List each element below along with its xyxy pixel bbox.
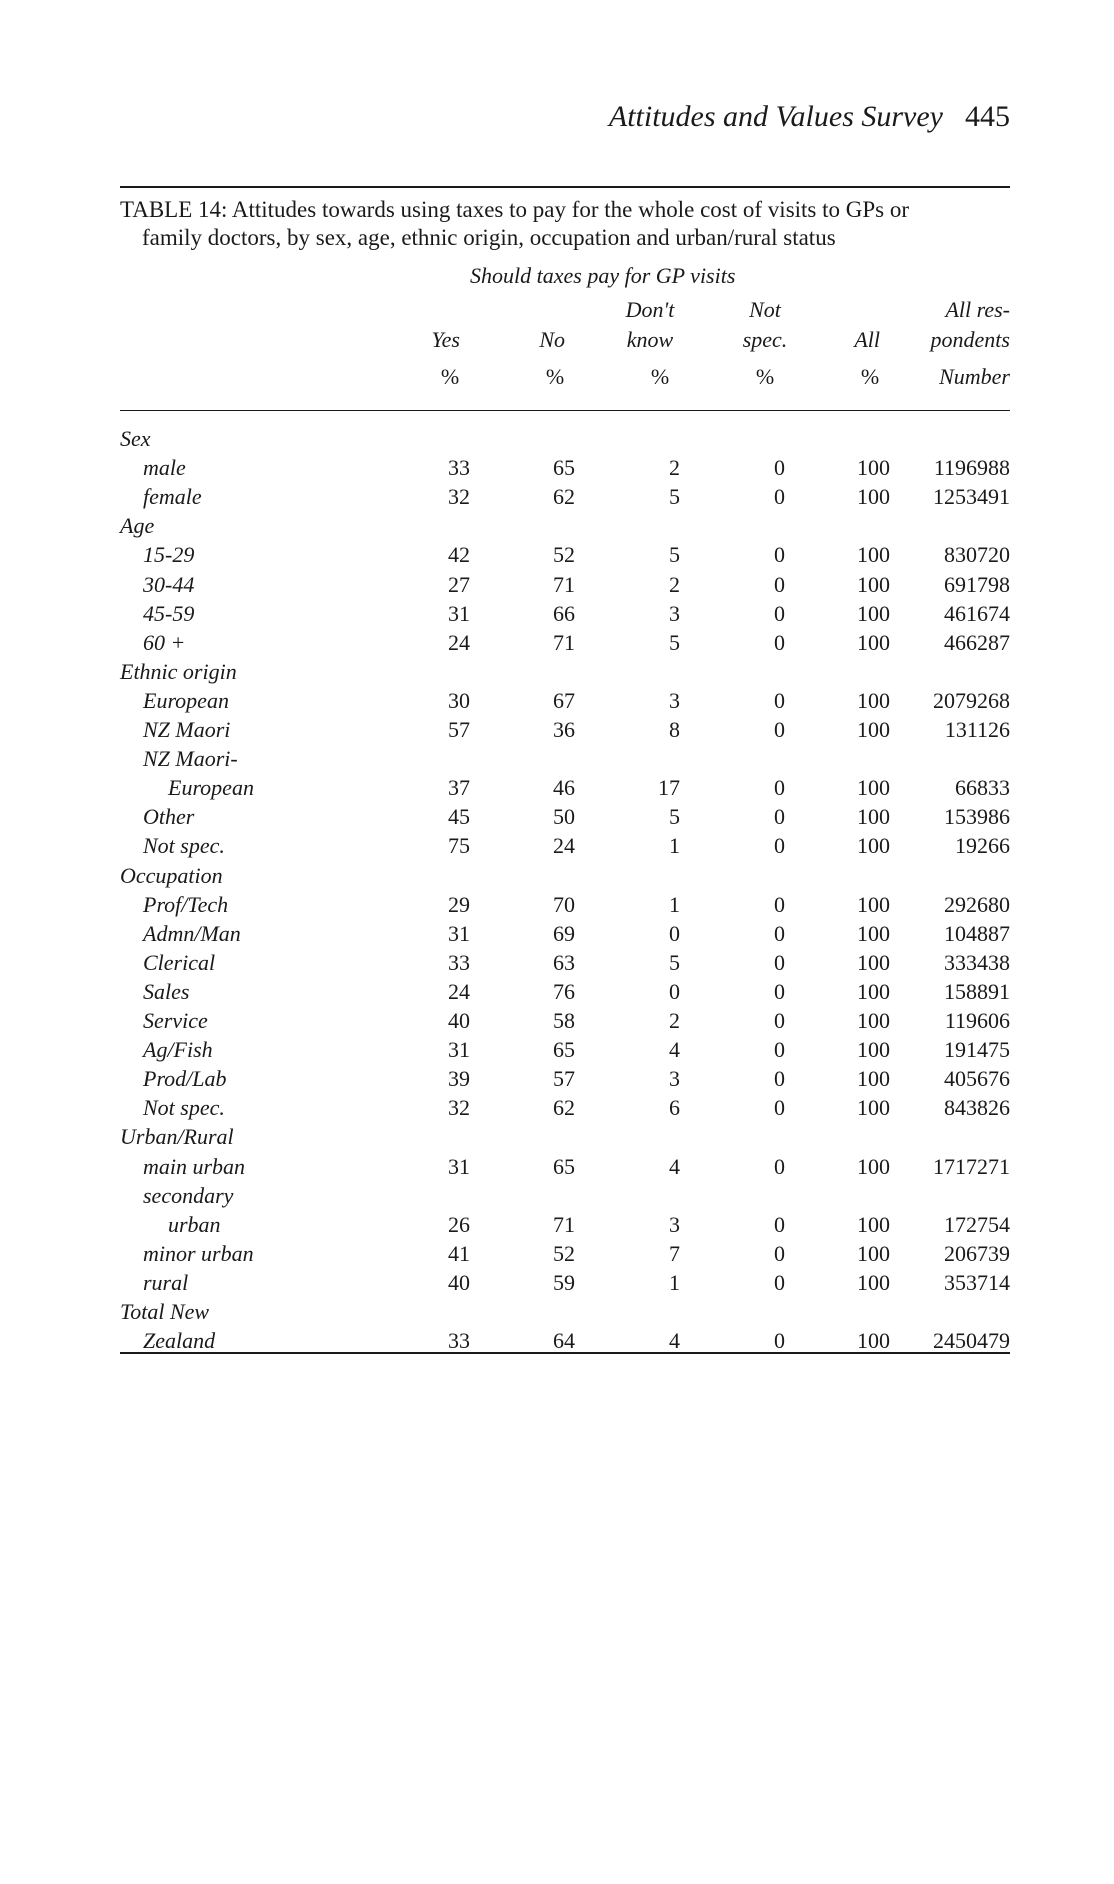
cell-not-spec: 0	[774, 891, 785, 917]
row-label: Prod/Lab	[143, 1066, 227, 1092]
cell-all: 100	[857, 542, 890, 568]
row-label: European	[143, 687, 229, 713]
cell-all: 100	[857, 629, 890, 655]
table-row	[0, 426, 1114, 455]
cell-yes: 24	[448, 978, 470, 1004]
cell-dont-know: 5	[669, 804, 680, 830]
table-row	[0, 1154, 1114, 1183]
cell-no: 57	[553, 1066, 575, 1092]
col-unit-yes: %	[440, 364, 460, 389]
table-row	[0, 1241, 1114, 1270]
row-label: Not spec.	[143, 833, 225, 859]
table-row	[0, 455, 1114, 484]
cell-no: 36	[553, 717, 575, 742]
cell-number: 843826	[944, 1095, 1010, 1121]
cell-not-spec: 0	[774, 1066, 785, 1092]
cell-number: 2450479	[933, 1328, 1010, 1354]
cell-not-spec: 0	[774, 1037, 785, 1063]
cell-all: 100	[857, 1328, 890, 1354]
row-label: Other	[143, 804, 195, 830]
cell-dont-know: 8	[669, 717, 680, 742]
cell-all: 100	[857, 484, 890, 510]
cell-not-spec: 0	[774, 775, 785, 801]
top-rule	[120, 186, 1010, 188]
cell-number: 206739	[944, 1240, 1010, 1266]
table-row	[0, 659, 1114, 688]
row-label: Ag/Fish	[143, 1037, 213, 1063]
table-row	[0, 1270, 1114, 1299]
table-row	[0, 688, 1114, 717]
cell-all: 100	[857, 600, 890, 626]
table-row	[0, 1066, 1114, 1095]
cell-all: 100	[857, 571, 890, 597]
cell-dont-know: 1	[669, 1269, 680, 1295]
cell-number: 461674	[944, 600, 1010, 626]
table-row	[0, 1008, 1114, 1037]
table-row	[0, 833, 1114, 862]
col-header-respondents-2: pondents	[930, 327, 1010, 352]
row-label: 45-59	[143, 600, 195, 626]
row-label: Clerical	[143, 949, 216, 975]
cell-number: 2079268	[933, 687, 1010, 713]
table-row	[0, 1183, 1114, 1212]
cell-not-spec: 0	[774, 1211, 785, 1237]
cell-number: 158891	[944, 978, 1010, 1004]
cell-all: 100	[857, 920, 890, 946]
row-group-label: Total New	[120, 1299, 210, 1324]
cell-not-spec: 0	[774, 1328, 785, 1354]
cell-dont-know: 2	[669, 571, 680, 597]
col-header-notspec-1: Not	[749, 297, 781, 322]
cell-dont-know: 0	[669, 920, 680, 946]
cell-yes: 31	[448, 1037, 470, 1063]
table-row	[0, 1299, 1114, 1328]
row-label: male	[143, 455, 186, 481]
cell-yes: 31	[448, 1153, 470, 1179]
cell-dont-know: 3	[669, 1066, 680, 1092]
cell-dont-know: 5	[669, 629, 680, 655]
cell-dont-know: 1	[669, 891, 680, 917]
cell-number: 153986	[944, 804, 1010, 830]
cell-dont-know: 2	[669, 1008, 680, 1033]
table-row	[0, 630, 1114, 659]
cell-no: 65	[553, 1037, 575, 1063]
table-row	[0, 804, 1114, 833]
col-header-dontknow-2: know	[626, 327, 674, 352]
cell-no: 58	[553, 1008, 575, 1033]
cell-number: 104887	[944, 920, 1010, 946]
cell-yes: 27	[448, 571, 470, 597]
cell-not-spec: 0	[774, 978, 785, 1004]
cell-dont-know: 5	[669, 484, 680, 510]
cell-number: 1196988	[933, 455, 1010, 481]
col-header-notspec-2: spec.	[742, 327, 788, 352]
cell-all: 100	[857, 1095, 890, 1121]
col-unit-notspec: %	[755, 364, 775, 389]
cell-all: 100	[857, 717, 890, 742]
row-group-label: Ethnic origin	[120, 658, 237, 684]
cell-dont-know: 7	[669, 1240, 680, 1266]
row-label: European	[168, 775, 254, 801]
cell-yes: 32	[448, 1095, 470, 1121]
cell-all: 100	[857, 978, 890, 1004]
cell-all: 100	[857, 1269, 890, 1295]
cell-yes: 45	[448, 804, 470, 830]
row-group-label: Age	[120, 513, 155, 539]
table-row	[0, 513, 1114, 542]
cell-all: 100	[857, 949, 890, 975]
cell-not-spec: 0	[774, 1095, 785, 1121]
cell-yes: 31	[448, 600, 470, 626]
cell-dont-know: 4	[669, 1153, 680, 1179]
cell-yes: 33	[448, 455, 470, 481]
cell-not-spec: 0	[774, 920, 785, 946]
running-title: Attitudes and Values Survey	[608, 100, 943, 133]
cell-not-spec: 0	[774, 1008, 785, 1033]
running-header	[609, 100, 1010, 134]
cell-yes: 33	[448, 949, 470, 975]
cell-not-spec: 0	[774, 1269, 785, 1295]
cell-no: 71	[553, 571, 575, 597]
cell-yes: 42	[448, 542, 470, 568]
col-header-no: No	[539, 327, 565, 352]
cell-not-spec: 0	[774, 949, 785, 975]
cell-all: 100	[857, 833, 890, 859]
cell-not-spec: 0	[774, 687, 785, 713]
row-group-label: Sex	[120, 426, 151, 451]
cell-no: 62	[553, 484, 575, 510]
cell-dont-know: 5	[669, 949, 680, 975]
cell-not-spec: 0	[774, 717, 785, 742]
table-caption	[120, 196, 1010, 252]
table-row	[0, 892, 1114, 921]
table-row	[0, 1037, 1114, 1066]
cell-dont-know: 1	[669, 833, 680, 859]
cell-number: 1253491	[933, 484, 1010, 510]
page-number: 445	[965, 100, 1010, 133]
cell-dont-know: 6	[669, 1095, 680, 1121]
col-unit-all: %	[860, 364, 880, 389]
cell-dont-know: 0	[669, 978, 680, 1004]
caption-line-1: TABLE 14: Attitudes towards using taxes to pay for the whole cost of visits to GPs or	[120, 197, 910, 222]
cell-no: 69	[553, 920, 575, 946]
cell-dont-know: 2	[669, 455, 680, 481]
row-label: female	[143, 484, 202, 510]
cell-dont-know: 4	[669, 1037, 680, 1063]
row-label: urban	[168, 1211, 221, 1237]
row-label: NZ Maori	[143, 717, 231, 742]
cell-not-spec: 0	[774, 571, 785, 597]
table-row	[0, 572, 1114, 601]
cell-no: 66	[553, 600, 575, 626]
cell-no: 24	[553, 833, 575, 859]
bottom-rule	[120, 1352, 1010, 1354]
cell-no: 63	[553, 949, 575, 975]
cell-yes: 24	[448, 629, 470, 655]
cell-not-spec: 0	[774, 1153, 785, 1179]
cell-number: 466287	[944, 629, 1010, 655]
row-label: Service	[143, 1008, 208, 1033]
col-unit-no: %	[545, 364, 565, 389]
table-row	[0, 775, 1114, 804]
cell-not-spec: 0	[774, 455, 785, 481]
cell-no: 67	[553, 687, 575, 713]
cell-yes: 26	[448, 1211, 470, 1237]
cell-number: 405676	[944, 1066, 1010, 1092]
cell-all: 100	[857, 455, 890, 481]
cell-all: 100	[857, 891, 890, 917]
cell-dont-know: 3	[669, 687, 680, 713]
table-row	[0, 1212, 1114, 1241]
header-rule	[120, 410, 1010, 411]
row-group-label: Occupation	[120, 862, 223, 888]
cell-number: 691798	[944, 571, 1010, 597]
cell-number: 191475	[944, 1037, 1010, 1063]
row-label: 30-44	[143, 571, 195, 597]
cell-all: 100	[857, 1211, 890, 1237]
cell-yes: 33	[448, 1328, 470, 1354]
cell-number: 66833	[955, 775, 1010, 801]
cell-no: 52	[553, 542, 575, 568]
cell-number: 19266	[955, 833, 1010, 859]
row-label: Zealand	[143, 1328, 216, 1354]
col-header-yes: Yes	[431, 327, 460, 352]
cell-yes: 39	[448, 1066, 470, 1092]
cell-no: 52	[553, 1240, 575, 1266]
cell-not-spec: 0	[774, 600, 785, 626]
table-row	[0, 746, 1114, 775]
col-header-all: All	[854, 327, 880, 352]
cell-no: 70	[553, 891, 575, 917]
cell-all: 100	[857, 1037, 890, 1063]
column-group-heading: Should taxes pay for GP visits	[470, 263, 736, 288]
cell-number: 333438	[944, 949, 1010, 975]
cell-all: 100	[857, 1153, 890, 1179]
cell-not-spec: 0	[774, 542, 785, 568]
cell-yes: 31	[448, 920, 470, 946]
cell-no: 59	[553, 1269, 575, 1295]
table-row	[0, 863, 1114, 892]
cell-no: 50	[553, 804, 575, 830]
cell-no: 76	[553, 978, 575, 1004]
cell-yes: 41	[448, 1240, 470, 1266]
cell-dont-know: 17	[658, 775, 680, 801]
row-group-label: Urban/Rural	[120, 1124, 234, 1150]
cell-dont-know: 3	[669, 600, 680, 626]
cell-dont-know: 4	[669, 1328, 680, 1354]
cell-no: 71	[553, 1211, 575, 1237]
cell-number: 172754	[944, 1211, 1010, 1237]
row-label: Admn/Man	[143, 920, 241, 946]
cell-yes: 75	[448, 833, 470, 859]
cell-no: 65	[553, 455, 575, 481]
caption-line-2: family doctors, by sex, age, ethnic origin, occupation and urban/rural status	[142, 225, 836, 250]
cell-dont-know: 3	[669, 1211, 680, 1237]
col-header-dontknow-1: Don't	[625, 297, 675, 322]
cell-all: 100	[857, 1240, 890, 1266]
row-label: NZ Maori-	[143, 746, 238, 772]
cell-yes: 40	[448, 1269, 470, 1295]
cell-no: 62	[553, 1095, 575, 1121]
table-row	[0, 950, 1114, 979]
row-label: Not spec.	[143, 1095, 225, 1121]
col-unit-number: Number	[939, 364, 1010, 389]
cell-number: 119606	[944, 1008, 1010, 1033]
row-label: minor urban	[143, 1240, 254, 1266]
cell-no: 71	[553, 629, 575, 655]
cell-not-spec: 0	[774, 629, 785, 655]
table-row	[0, 601, 1114, 630]
cell-yes: 37	[448, 775, 470, 801]
table-row	[0, 717, 1114, 746]
row-label: main urban	[143, 1153, 246, 1179]
table-row	[0, 921, 1114, 950]
cell-yes: 29	[448, 891, 470, 917]
cell-not-spec: 0	[774, 1240, 785, 1266]
cell-no: 64	[553, 1328, 575, 1354]
row-label: 60 +	[143, 629, 186, 655]
cell-all: 100	[857, 804, 890, 830]
cell-number: 830720	[944, 542, 1010, 568]
row-label: Prof/Tech	[143, 891, 229, 917]
table-row	[0, 1124, 1114, 1153]
cell-all: 100	[857, 687, 890, 713]
row-label: Sales	[143, 978, 190, 1004]
cell-number: 292680	[944, 891, 1010, 917]
row-label: 15-29	[143, 542, 195, 568]
col-unit-dontknow: %	[650, 364, 670, 389]
cell-number: 353714	[944, 1269, 1010, 1295]
cell-number: 1717271	[933, 1153, 1010, 1179]
cell-yes: 40	[448, 1008, 470, 1033]
col-header-respondents-1: All res-	[945, 297, 1010, 322]
cell-number: 131126	[944, 717, 1010, 742]
cell-yes: 32	[448, 484, 470, 510]
table-row	[0, 979, 1114, 1008]
cell-all: 100	[857, 775, 890, 801]
table-row	[0, 1095, 1114, 1124]
cell-not-spec: 0	[774, 484, 785, 510]
cell-all: 100	[857, 1066, 890, 1092]
table-row	[0, 484, 1114, 513]
cell-yes: 57	[448, 717, 470, 742]
cell-all: 100	[857, 1008, 890, 1033]
cell-no: 65	[553, 1153, 575, 1179]
cell-no: 46	[553, 775, 575, 801]
cell-dont-know: 5	[669, 542, 680, 568]
table-row	[0, 542, 1114, 571]
cell-not-spec: 0	[774, 833, 785, 859]
row-label: rural	[143, 1269, 189, 1295]
row-label: secondary	[143, 1182, 234, 1208]
cell-not-spec: 0	[774, 804, 785, 830]
cell-yes: 30	[448, 687, 470, 713]
